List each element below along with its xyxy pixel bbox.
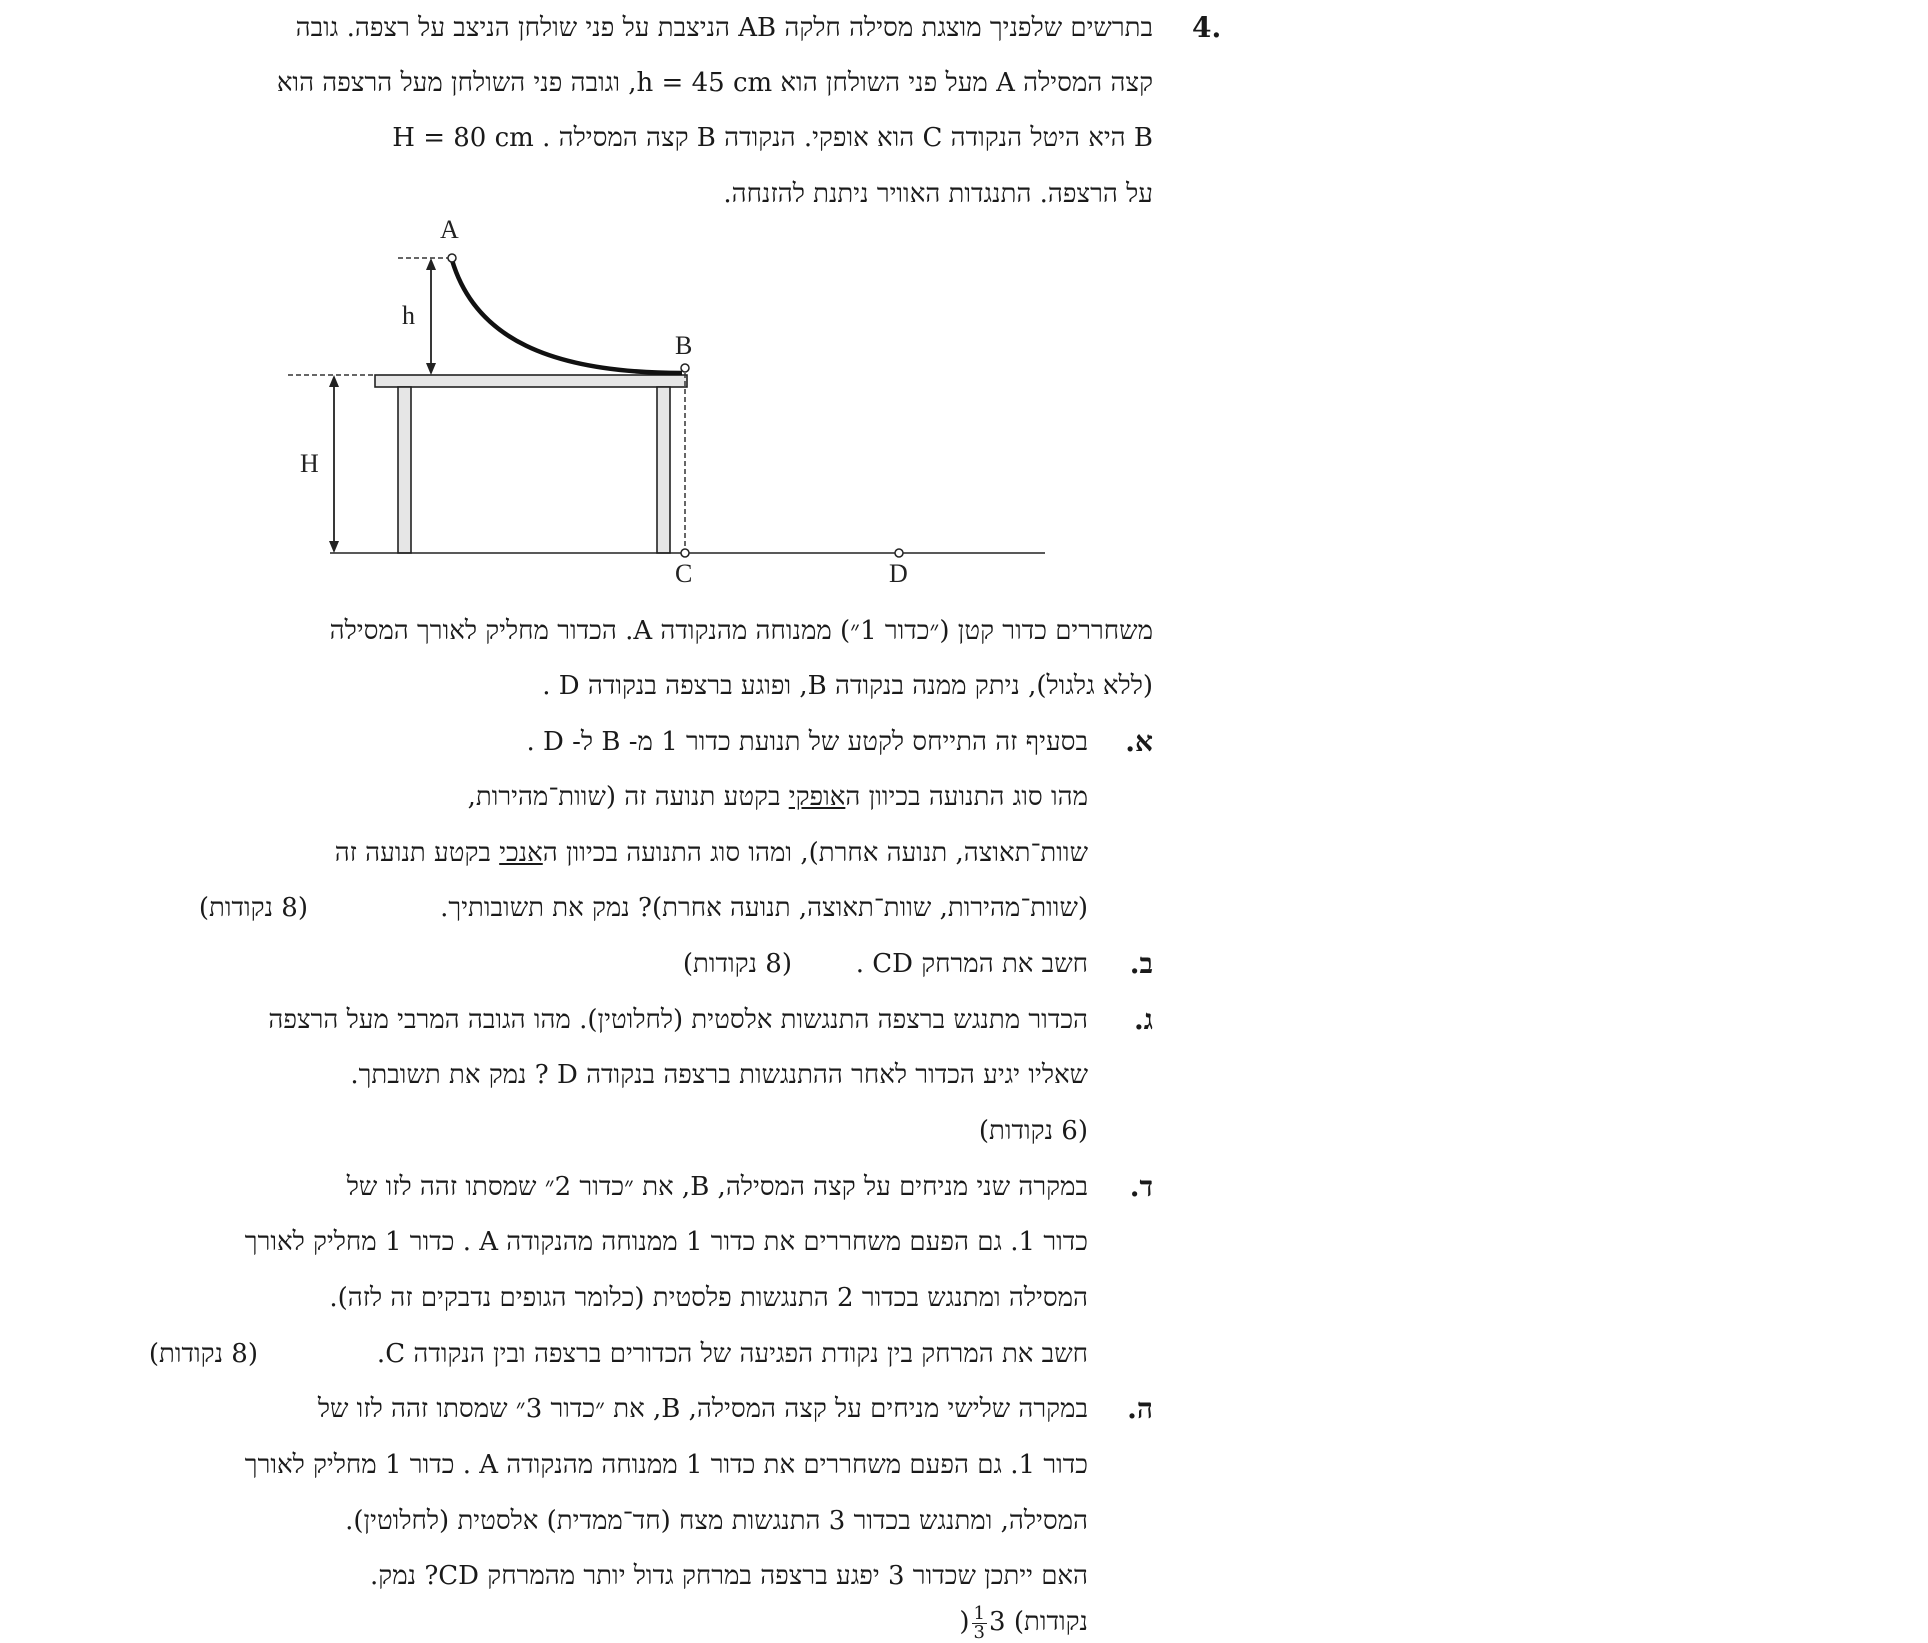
section-e-points: נקודות) 3 $\frac{1}{3}$ ( (959, 1602, 1088, 1643)
section-a-line-2: מהו סוג התנועה בכיוון האופקי בקטע תנועה זה (שוות־מהירות, (467, 782, 1088, 812)
points-whole: 3 (989, 1607, 1006, 1637)
section-d-line-1: במקרה שני מניחים על קצה המסילה, B, את ״כדור 2״ שמסתו זהה לזו של (346, 1172, 1088, 1202)
section-e-letter: ה. (1127, 1392, 1153, 1425)
section-d-points: (8 נקודות) (148, 1339, 258, 1369)
table-leg-right (657, 387, 670, 553)
section-e-line-2: כדור 1. גם הפעם משחררים את כדור 1 ממנוחה מהנקודה A . כדור 1 מחליק לאורך (244, 1450, 1088, 1480)
table-leg-left (398, 387, 411, 553)
table-top (375, 375, 687, 387)
section-b-letter: ב. (1129, 947, 1153, 980)
section-c-line-1: הכדור מתנגש ברצפה התנגשות אלסטית (לחלוטין). מהו הגובה המרבי מעל הרצפה (268, 1005, 1088, 1035)
question-number: 4. (1192, 11, 1222, 44)
section-a-line-4: (שוות־מהירות, שוות־תאוצה, תנועה אחרת)? נמק את תשובותיך. (440, 893, 1088, 923)
section-e-line-1: במקרה שלישי מניחים על קצה המסילה, B, את ״כדור 3״ שמסתו זהה לזו של (317, 1394, 1088, 1424)
section-d-line-3: המסילה ומתנגש בכדור 2 התנגשות פלסטית (כלומר הגופים נדבקים זה לזה). (329, 1283, 1088, 1313)
section-d-line-2: כדור 1. גם הפעם משחררים את כדור 1 ממנוחה מהנקודה A . כדור 1 מחליק לאורך (244, 1227, 1088, 1257)
label-H: H (300, 449, 319, 478)
point-b (681, 364, 689, 372)
label-B: B (675, 331, 693, 360)
point-c (681, 549, 689, 557)
intro-line-4: על הרצפה. התנגדות האוויר ניתנת להזנחה. (723, 179, 1153, 209)
section-e-line-4: האם ייתכן שכדור 3 יפגע ברצפה במרחק גדול יותר מהמרחק CD? נמק. (370, 1561, 1088, 1591)
intro-line-3: H = 80 cm . קצה המסילה B הוא אופקי. הנקודה C היא היטל הנקודה B (392, 123, 1153, 153)
intro-line-1: בתרשים שלפניך מוצגת מסילה חלקה AB הניצבת על פני שולחן הניצב על רצפה. גובה (295, 13, 1153, 43)
point-a (448, 254, 456, 262)
track-ab (452, 260, 682, 373)
points-fraction: $\frac{1}{3}$ (973, 1602, 985, 1643)
section-b-line-1: חשב את המרחק CD . (855, 949, 1088, 979)
section-b-points: (8 נקודות) (682, 949, 792, 979)
section-c-letter: ג. (1134, 1003, 1153, 1036)
section-a-line-1: בסעיף זה התייחס לקטע של תנועת כדור 1 מ- B ל- D . (526, 727, 1088, 757)
label-C: C (675, 559, 693, 588)
section-c-line-2: שאליו יגיע הכדור לאחר ההתנגשות ברצפה בנקודה D ? נמק את תשובתך. (350, 1060, 1088, 1090)
section-a-letter: א. (1125, 725, 1153, 758)
h-arrow-head-top (426, 258, 436, 270)
table-track-diagram (270, 218, 1070, 598)
h-arrow-head-bottom (426, 363, 436, 375)
H-arrow-head-bottom (329, 541, 339, 553)
release-line-2: (ללא גלגול), ניתק ממנה בנקודה B, ופוגע ברצפה בנקודה D . (542, 671, 1153, 701)
section-c-points: (6 נקודות) (978, 1116, 1088, 1146)
section-a-line-3: שוות־תאוצה, תנועה אחרת), ומהו סוג התנועה בכיוון האנכי בקטע תנועה זה (334, 838, 1088, 868)
label-A: A (440, 218, 459, 244)
intro-line-2: קצה המסילה A מעל פני השולחן הוא h = 45 cm, וגובה פני השולחן מעל הרצפה הוא (276, 68, 1153, 98)
label-D: D (889, 559, 908, 588)
section-e-line-3: המסילה, ומתנגש בכדור 3 התנגשות מצח (חד־ממדית) אלסטית (לחלוטין). (345, 1506, 1088, 1536)
label-h: h (402, 301, 415, 330)
point-d (895, 549, 903, 557)
H-arrow-head-top (329, 375, 339, 387)
release-line-1: משחררים כדור קטן (״כדור 1״) ממנוחה מהנקודה A. הכדור מחליק לאורך המסילה (329, 616, 1153, 646)
section-d-line-4: חשב את המרחק בין נקודת הפגיעה של הכדורים ברצפה ובין הנקודה C. (376, 1339, 1088, 1369)
section-a-points: (8 נקודות) (198, 893, 308, 923)
section-d-letter: ד. (1129, 1170, 1153, 1203)
